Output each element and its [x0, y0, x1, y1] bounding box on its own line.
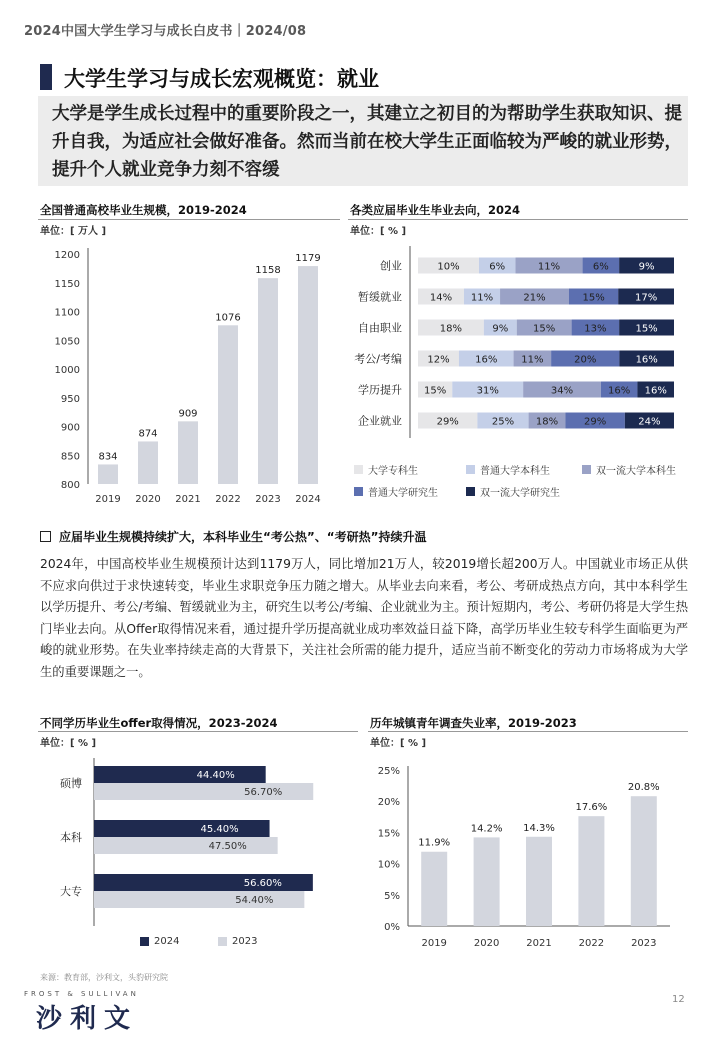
chart4-bar [578, 816, 604, 926]
chart2-segment-label: 12% [427, 354, 450, 366]
chart3-title: 不同学历毕业生offer取得情况，2023-2024 [40, 716, 278, 730]
chart2-segment-label: 18% [535, 416, 559, 428]
chart1-data-label: 1179 [295, 253, 321, 265]
chart2-segment-label: 16% [608, 385, 631, 397]
chart4-bar [631, 796, 657, 926]
chart4-ytick-label: 0% [384, 922, 400, 933]
logo-main-text: 沙利文 [36, 1004, 139, 1034]
chart4-unit: 单位：[ % ] [370, 738, 427, 749]
chart4-data-label: 11.9% [418, 837, 451, 849]
chart2-segment-label: 34% [550, 385, 574, 397]
chart4-bar [421, 852, 447, 926]
chart4-title: 历年城镇青年调查失业率，2019-2023 [370, 716, 577, 730]
chart2-category-label: 自由职业 [358, 321, 402, 335]
chart2-segment-label: 29% [436, 416, 459, 428]
chart4-svg [368, 760, 688, 956]
chart2-segment-label: 11% [537, 261, 561, 273]
chart1-svg [38, 238, 338, 510]
chart1-data-label: 874 [138, 428, 158, 440]
chart3-category-label: 大专 [60, 885, 82, 898]
chart1-xtick-label: 2023 [255, 494, 281, 505]
chart2-legend-item [354, 462, 418, 477]
chart2-segment-label: 16% [635, 354, 658, 366]
chart4-data-label: 17.6% [575, 802, 608, 814]
chart4-data-label: 20.8% [627, 782, 660, 794]
chart2-legend-item [466, 462, 550, 477]
body-paragraph: 2024年，中国高校毕业生规模预计达到1179万人，同比增加21万人，较2019增长超200万人。中国就业市场正从供不应求向供过于求快速转变，毕业生求职竞争压力随之增大。从毕业去向来看，考公、考研成热点方向，其中本科学生以学历提升、考公/考编、暂缓就业为主，研究生以考公/考编、企业就业为主。预计短期内，考公、考研仍将是大学生热门毕业去向。从Offer取得情况来看，通过提升学历提高就业成功率效益日益下降，高学历毕业生较专科学生面临更为严峻的就业形势。在失业率持续走高的大背景下，关注社会所需的能力提升，适应当前不断变化的劳动力市场将成为大学生的重要课题之一。 [40, 557, 688, 679]
chart4-xtick-label: 2021 [526, 938, 552, 949]
chart1-data-label: 909 [178, 408, 198, 420]
chart2-segment-label: 15% [533, 323, 556, 335]
chart1-data-label: 1158 [255, 265, 281, 277]
chart2-legend-label: 普通大学研究生 [368, 488, 438, 499]
page-number: 12 [672, 994, 685, 1005]
chart1-ytick-label: 1200 [54, 250, 80, 261]
chart2-legend-item [354, 484, 438, 499]
chart3-legend-item [140, 936, 179, 947]
chart1-xtick-label: 2022 [215, 494, 241, 505]
chart2-segment-label: 29% [584, 416, 607, 428]
chart1-xtick-label: 2020 [135, 494, 161, 505]
chart3-data-label: 47.50% [208, 841, 247, 852]
chart2-segment-label: 16% [644, 385, 667, 397]
chart2-segment-label: 6% [592, 261, 609, 273]
chart2-category-label: 学历提升 [358, 383, 402, 397]
chart2-segment-label: 16% [475, 354, 498, 366]
chart2-segment-label: 10% [437, 261, 460, 273]
chart3-data-label: 56.70% [244, 787, 283, 798]
chart4-data-label: 14.3% [523, 822, 555, 834]
chart2-segment-label: 13% [584, 323, 607, 335]
chart4-xtick-label: 2020 [473, 938, 500, 949]
chart3-data-label: 56.60% [243, 878, 282, 889]
chart2-legend-label: 普通大学本科生 [480, 466, 550, 477]
chart2-segment-label: 6% [489, 261, 506, 273]
chart2-segment-label: 14% [429, 292, 453, 304]
chart2-segment-label: 9% [492, 323, 509, 335]
chart1-ytick-label: 1150 [54, 278, 80, 290]
chart1-ytick-label: 900 [60, 422, 80, 434]
chart2-category-label: 企业就业 [358, 414, 402, 428]
chart3-bar [94, 766, 266, 783]
section-heading [40, 528, 427, 545]
chart2-segment-label: 15% [635, 323, 658, 335]
chart2-legend-swatch [354, 465, 363, 474]
chart4-data-label: 14.2% [470, 823, 503, 835]
chart3-legend-swatch [140, 937, 149, 946]
chart2-segment-label: 20% [574, 354, 597, 366]
chart3-data-label: 45.40% [200, 824, 239, 835]
section-heading-text: 应届毕业生规模持续扩大，本科毕业生“考公热”、“考研热”持续升温 [59, 530, 427, 544]
chart1-xtick-label: 2021 [175, 494, 201, 505]
chart1-ytick-label: 950 [60, 393, 80, 405]
chart2-category-label: 暂缓就业 [358, 290, 402, 304]
chart3-category-label: 本科 [60, 831, 82, 844]
chart1-ytick-label: 1000 [54, 365, 80, 376]
chart1-title-rule [38, 219, 340, 220]
chart3-legend-label: 2023 [232, 936, 258, 947]
chart2-category-label: 创业 [380, 259, 402, 273]
logo-small-text: FROST & SULLIVAN [24, 990, 139, 998]
chart4-title-rule [368, 731, 688, 732]
chart2-legend-swatch [354, 487, 363, 496]
chart4-ytick-label: 15% [377, 828, 400, 840]
chart1-bar [178, 421, 198, 484]
chart2-legend-label: 双一流大学研究生 [480, 488, 560, 499]
title-accent-bar [40, 64, 52, 90]
chart2-svg [348, 246, 688, 440]
chart1-data-label: 834 [98, 451, 118, 463]
chart3-svg [38, 758, 358, 926]
chart1-ytick-label: 1100 [54, 307, 80, 319]
chart3-legend-swatch [218, 937, 227, 946]
chart2-segment-label: 25% [491, 416, 515, 428]
chart2-legend-swatch [466, 465, 475, 474]
chart2-legend-swatch [466, 487, 475, 496]
chart3-title-rule [38, 731, 358, 732]
report-header: 2024中国大学生学习与成长白皮书｜2024/08 [24, 24, 307, 39]
chart1-bar [218, 325, 238, 484]
chart4-bar [474, 837, 500, 926]
chart1-xtick-label: 2019 [95, 494, 121, 505]
checkbox-icon [40, 531, 51, 542]
chart1-ytick-label: 850 [60, 451, 80, 463]
chart4-ytick-label: 10% [377, 859, 400, 871]
chart4-xtick-label: 2022 [578, 938, 605, 949]
chart2-segment-label: 24% [638, 416, 661, 428]
chart4-xtick-label: 2023 [631, 938, 657, 949]
chart3-legend-item [218, 936, 257, 947]
chart1-xtick-label: 2024 [295, 494, 321, 505]
chart2-title: 各类应届毕业生毕业去向，2024 [350, 203, 521, 217]
source-note: 来源：教育部，沙利文，头豹研究院 [40, 973, 168, 982]
chart2-legend [354, 462, 688, 502]
chart3-legend-label: 2024 [154, 936, 180, 947]
summary-text: 大学是学生成长过程中的重要阶段之一，其建立之初目的为帮助学生获取知识、提升自我，为适应社会做好准备。然而当前在校大学生正面临较为严峻的就业形势，提升个人就业竞争力刻不容缓 [52, 104, 682, 180]
chart2-legend-swatch [582, 465, 591, 474]
chart2-segment-label: 18% [439, 323, 463, 335]
chart3-data-label: 44.40% [196, 770, 235, 781]
chart1-bar [258, 278, 278, 484]
chart1-ytick-label: 800 [60, 480, 80, 491]
chart2-segment-label: 11% [521, 354, 544, 366]
page-title: 大学生学习与成长宏观概览：就业 [64, 67, 379, 91]
chart2-segment-label: 17% [634, 292, 658, 304]
chart3-bar [94, 837, 278, 854]
chart2-title-rule [348, 219, 688, 220]
chart4-bar [526, 837, 552, 926]
chart1-unit: 单位：[ 万人 ] [40, 226, 107, 237]
chart2-legend-item [466, 484, 560, 499]
chart2-segment-label: 15% [582, 292, 605, 304]
chart3-data-label: 54.40% [235, 895, 274, 906]
chart2-segment-label: 9% [638, 261, 655, 273]
chart1-title: 全国普通高校毕业生规模，2019-2024 [40, 203, 247, 217]
chart4-xtick-label: 2019 [421, 938, 447, 949]
chart2-legend-label: 大学专科生 [368, 466, 418, 477]
chart3-legend [140, 936, 340, 950]
chart4-ytick-label: 5% [384, 890, 400, 902]
chart1-bar [138, 441, 158, 484]
chart1-data-label: 1076 [215, 312, 241, 324]
chart4-ytick-label: 20% [377, 797, 400, 809]
chart1-bar [98, 464, 118, 484]
chart3-unit: 单位：[ % ] [40, 738, 97, 749]
chart2-legend-item [582, 462, 676, 477]
chart3-category-label: 硕博 [60, 777, 82, 790]
chart2-segment-label: 31% [476, 385, 499, 397]
chart2-unit: 单位：[ % ] [350, 226, 407, 237]
chart2-segment-label: 21% [523, 292, 546, 304]
chart3-bar [94, 820, 270, 837]
chart1-ytick-label: 1050 [54, 336, 80, 348]
chart2-legend-label: 双一流大学本科生 [596, 466, 676, 477]
chart2-category-label: 考公/考编 [354, 352, 402, 366]
chart4-ytick-label: 25% [377, 766, 400, 777]
chart2-segment-label: 15% [424, 385, 447, 397]
chart1-bar [298, 266, 318, 484]
chart2-segment-label: 11% [470, 292, 494, 304]
